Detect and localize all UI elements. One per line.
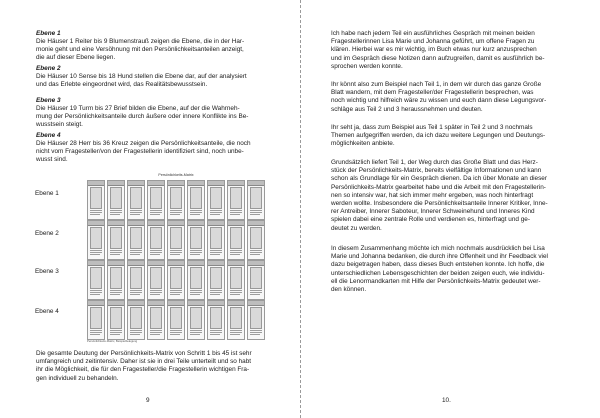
level-label-1: Ebene 1 — [35, 190, 59, 197]
text-line: Blatt wandern, mit dem Fragesteller/der Fragestellerin besprechen, was — [331, 89, 534, 97]
personality-matrix-figure — [87, 173, 265, 345]
text-line: nen so intensiv war, hat sich immer mehr ergeben, was noch hinterfragt — [331, 191, 534, 199]
matrix-footnote: Persönlichkeits-Matrix, Beispielbelegung — [87, 339, 138, 343]
matrix-card — [207, 220, 225, 260]
paragraph-3 — [331, 124, 569, 149]
matrix-card — [227, 220, 245, 260]
matrix-card — [127, 300, 145, 340]
page-number-left: 9 — [146, 397, 150, 404]
text-line: klären. Hierbei war es mir wichtig, im Buch etwas nur kurz anzusprechen — [331, 46, 537, 54]
matrix-card — [147, 180, 165, 220]
matrix-row — [87, 180, 265, 220]
matrix-card — [127, 180, 145, 220]
text-line: ihr die Möglichkeit, die für den Fragesteller/die Fragestellerin wichtigen Fra- — [36, 366, 250, 374]
text-line: monie geht und eine Versöhnung mit den Persönlichkeitsanteilen anzeigt, — [36, 46, 244, 54]
matrix-card — [87, 180, 105, 220]
matrix-card — [187, 220, 205, 260]
matrix-card — [107, 220, 125, 260]
level-label-2: Ebene 2 — [35, 230, 59, 237]
text-line: unterschiedlichen Lebensgeschichten der beiden zeigen euch, wie individu- — [331, 269, 545, 277]
text-line: Die Häuser 28 Herr bis 36 Kreuz zeigen die Persönlichkeitsanteile, die noch — [36, 140, 251, 147]
text-line: Die Häuser 1 Reiter bis 9 Blumenstrauß zeigen die Ebene, die in der Har- — [36, 38, 245, 45]
matrix-card — [107, 300, 125, 340]
page-number-right: 10. — [442, 397, 451, 404]
text-line: Themen aufgegriffen werden, da ich dazu weitere Legungen und Deutungs- — [331, 132, 546, 140]
heading-ebene-1: Ebene 1 — [36, 30, 61, 37]
text-line: rer Antreiber, Innerer Saboteur, Innerer Schweinehund und Inneres Kind — [331, 208, 535, 216]
matrix-card — [167, 220, 185, 260]
paragraph-1 — [331, 30, 569, 71]
matrix-card — [227, 180, 245, 220]
text-line: Die Häuser 19 Turm bis 27 Brief bilden die Ebene, auf der die Wahrneh- — [36, 105, 240, 112]
matrix-card — [87, 300, 105, 340]
matrix-card — [247, 300, 265, 340]
matrix-card — [107, 180, 125, 220]
text-line: spielen dabei eine zentrale Rolle und verdienen es, hinterfragt und ge- — [331, 216, 530, 224]
matrix-card — [147, 260, 165, 300]
matrix-card — [167, 260, 185, 300]
text-line: wusst sind. — [36, 156, 68, 164]
text-line: noch wichtig und hilfreich wäre zu wissen und euch dann diese Legungsvor- — [331, 97, 547, 105]
text-line: nicht vom Fragesteller/von der Fragestellerin identifiziert sind, noch unbe- — [36, 148, 244, 156]
matrix-card — [127, 220, 145, 260]
paragraph-ebene-4 — [36, 140, 268, 165]
text-line: und das Erlebte eingeordnet wird, das Realitätsbewusstsein. — [36, 81, 208, 89]
matrix-card — [187, 260, 205, 300]
matrix-card — [227, 260, 245, 300]
text-line: gen individuell zu behandeln. — [36, 374, 119, 382]
matrix-card — [87, 260, 105, 300]
text-line: schon als Grundlage für ein Gespräch dienen. Da ich über Monate an dieser — [331, 175, 547, 183]
paragraph-2 — [331, 81, 569, 114]
matrix-title: Persönlichkeits-Matrix — [158, 173, 194, 177]
matrix-card — [87, 220, 105, 260]
paragraph-ebene-1 — [36, 38, 268, 63]
matrix-card — [187, 180, 205, 220]
matrix-card — [247, 220, 265, 260]
text-line: und im Gespräch diese Notizen dann aufzugreifen, damit es ausführlich be- — [331, 54, 545, 62]
heading-ebene-3: Ebene 3 — [36, 97, 61, 104]
closing-paragraph — [36, 350, 268, 383]
text-line: Ihr seht ja, dass zum Beispiel aus Teil 1 später in Teil 2 und 3 nochmals — [331, 124, 533, 131]
text-line: Marie und Johanna bedanken, die durch ihre Offenheit und ihr Feedback viel — [331, 253, 548, 261]
text-line: In diesem Zusammenhang möchte ich mich nochmals ausdrücklich bei Lisa — [331, 245, 545, 252]
text-line: möglichkeiten anbiete. — [331, 140, 395, 148]
matrix-card — [227, 300, 245, 340]
level-label-4: Ebene 4 — [35, 308, 59, 315]
matrix-card — [107, 260, 125, 300]
text-line: dazu beigetragen haben, dass dieses Buch entstehen konnte. Ich hoffe, die — [331, 261, 545, 269]
text-line: stück der Persönlichkeits-Matrix, bereits vielfältige Informationen und kann — [331, 167, 542, 175]
matrix-card — [207, 260, 225, 300]
text-line: Die gesamte Deutung der Persönlichkeits-Matrix von Schritt 1 bis 45 ist sehr — [36, 350, 252, 357]
paragraph-ebene-2 — [36, 73, 268, 89]
text-line: ell die Lenormandkarten mit Hilfe der Persönlichkeits-Matrix gedeutet wer- — [331, 277, 541, 285]
matrix-card — [167, 300, 185, 340]
text-line: den können. — [331, 286, 367, 294]
matrix-card — [167, 180, 185, 220]
text-line: werden wollte. Insbesondere die Persönlichkeitsanteile Innerer Kritiker, Inne- — [331, 200, 548, 208]
text-line: Ihr könnt also zum Beispiel nach Teil 1, in dem wir durch das ganze Große — [331, 81, 542, 88]
matrix-row — [87, 300, 265, 340]
matrix-card — [247, 180, 265, 220]
matrix-card — [207, 300, 225, 340]
level-label-3: Ebene 3 — [35, 268, 59, 275]
text-line: Persönlichkeits-Matrix gearbeitet habe und die Arbeit mit den Fragestellerin- — [331, 183, 546, 191]
paragraph-5 — [331, 245, 569, 294]
text-line: mung der Persönlichkeitsanteile durch äußere oder innere Konflikte ins Be- — [36, 113, 249, 121]
matrix-card — [207, 180, 225, 220]
heading-ebene-2: Ebene 2 — [36, 65, 61, 72]
text-line: wusstsein steigt. — [36, 121, 83, 129]
text-line: Fragestellerinnen Lisa Marie und Johanna geführt, um offene Fragen zu — [331, 38, 535, 46]
matrix-card — [127, 260, 145, 300]
text-line: sprochen werden konnte. — [331, 62, 403, 70]
matrix-card — [147, 220, 165, 260]
paragraph-4 — [331, 159, 569, 233]
text-line: Grundsätzlich liefert Teil 1, der Weg durch das Große Blatt und das Herz- — [331, 159, 538, 166]
matrix-row — [87, 220, 265, 260]
text-line: Ich habe nach jedem Teil ein ausführliches Gespräch mit meinen beiden — [331, 30, 535, 37]
text-line: die auf dieser Ebene liegen. — [36, 54, 116, 62]
matrix-card — [187, 300, 205, 340]
paragraph-ebene-3 — [36, 105, 268, 130]
text-line: umfangreich und zeitintensiv. Daher ist sie in drei Teile unterteilt und so habt — [36, 358, 252, 366]
text-line: deutet zu werden. — [331, 224, 382, 232]
matrix-row — [87, 260, 265, 300]
matrix-card — [147, 300, 165, 340]
right-page — [301, 0, 600, 418]
heading-ebene-4: Ebene 4 — [36, 132, 61, 139]
matrix-card — [247, 260, 265, 300]
text-line: Die Häuser 10 Sense bis 18 Hund stellen die Ebene dar, auf der analysiert — [36, 73, 247, 80]
text-line: schläge aus Teil 2 und 3 heraussnehmen und deuten. — [331, 105, 483, 113]
